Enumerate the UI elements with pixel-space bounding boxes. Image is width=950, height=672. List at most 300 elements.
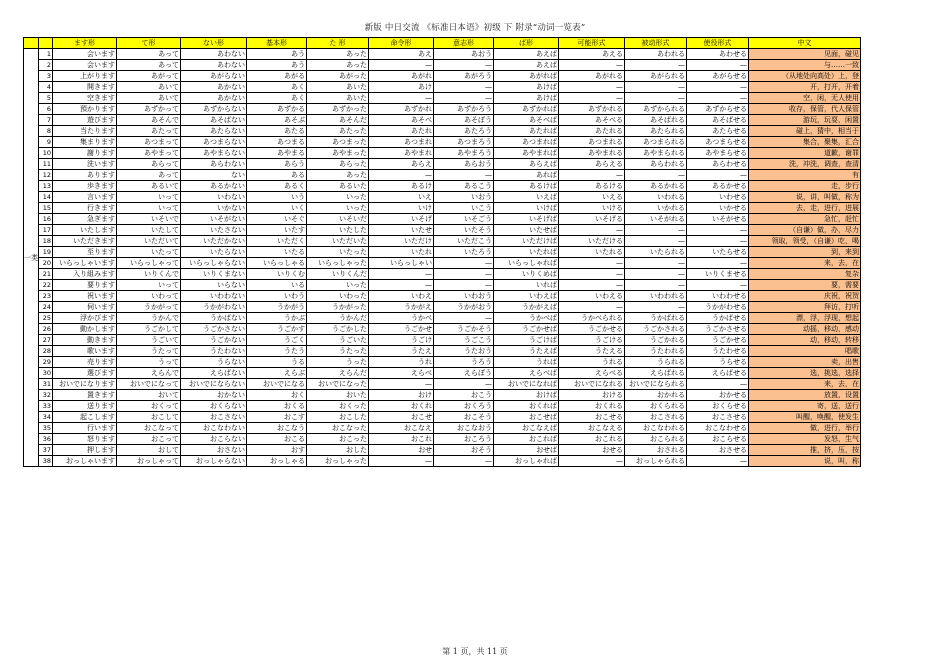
ba-form-cell: いただけば [494, 236, 559, 247]
table-row [24, 346, 861, 357]
te-form-cell: おいて [117, 390, 181, 401]
imperative-form-cell: — [369, 280, 434, 291]
ta-form-cell: おっしゃった [307, 456, 369, 467]
ba-form-cell: あけば [494, 82, 559, 93]
ba-form-cell: おけば [494, 390, 559, 401]
te-form-cell: いたして [117, 225, 181, 236]
causative-form-cell: うごかせる [687, 335, 749, 346]
potential-form-cell: あえる [559, 49, 625, 60]
row-number-cell: 8 [39, 126, 53, 137]
ba-form-cell: うかがえば [494, 302, 559, 313]
volitional-form-cell: いそごう [434, 214, 494, 225]
row-number-cell: 12 [39, 170, 53, 181]
table-row [24, 170, 861, 181]
row-number-cell: 34 [39, 412, 53, 423]
imperative-form-cell: いたせ [369, 225, 434, 236]
causative-form-cell: おこなわせる [687, 423, 749, 434]
table-row [24, 445, 861, 456]
te-form-cell: おこして [117, 412, 181, 423]
causative-form-cell: うごかさせる [687, 324, 749, 335]
volitional-form-cell: うごかそう [434, 324, 494, 335]
table-row [24, 115, 861, 126]
volitional-form-cell: おそう [434, 445, 494, 456]
row-number-cell: 22 [39, 280, 53, 291]
col-header-te: て形 [117, 38, 181, 49]
ta-form-cell: おこった [307, 434, 369, 445]
table-row [24, 104, 861, 115]
nai-form-cell: あやまらない [181, 148, 247, 159]
volitional-form-cell: あるこう [434, 181, 494, 192]
causative-form-cell: あるかせる [687, 181, 749, 192]
ba-form-cell: いけば [494, 203, 559, 214]
row-number-cell: 15 [39, 203, 53, 214]
col-header-ta: た 形 [307, 38, 369, 49]
causative-form-cell: — [687, 379, 749, 390]
causative-form-cell: あやまらせる [687, 148, 749, 159]
masu-form-cell: 怒ります [53, 434, 117, 445]
causative-form-cell: あずからせる [687, 104, 749, 115]
row-number-cell: 10 [39, 148, 53, 159]
ta-form-cell: あそんだ [307, 115, 369, 126]
masu-form-cell: 動きます [53, 335, 117, 346]
nai-form-cell: おこさない [181, 412, 247, 423]
col-header-ba: ば形 [494, 38, 559, 49]
volitional-form-cell: おこなおう [434, 423, 494, 434]
potential-form-cell: — [559, 60, 625, 71]
col-header-potential: 可能形式 [559, 38, 625, 49]
te-form-cell: あいて [117, 93, 181, 104]
passive-form-cell: うかばれる [625, 313, 687, 324]
imperative-form-cell: あそべ [369, 115, 434, 126]
chinese-meaning-cell: 要，需要 [749, 280, 861, 291]
potential-form-cell: いただける [559, 236, 625, 247]
volitional-form-cell: いわおう [434, 291, 494, 302]
ta-form-cell: あたった [307, 126, 369, 137]
ta-form-cell: あつまった [307, 137, 369, 148]
potential-form-cell: おせる [559, 445, 625, 456]
row-number-cell: 24 [39, 302, 53, 313]
ba-form-cell: おくれば [494, 401, 559, 412]
table-row [24, 412, 861, 423]
chinese-meaning-cell: 推，挤，压，按 [749, 445, 861, 456]
nai-form-cell: えらばない [181, 368, 247, 379]
table-row [24, 291, 861, 302]
chinese-meaning-cell: 叫醒，唤醒，使发生 [749, 412, 861, 423]
te-form-cell: おして [117, 445, 181, 456]
potential-form-cell: あたれる [559, 126, 625, 137]
potential-form-cell: あるける [559, 181, 625, 192]
causative-form-cell: — [687, 456, 749, 467]
dictionary-form-cell: あらう [247, 159, 307, 170]
table-row [24, 214, 861, 225]
imperative-form-cell: いけ [369, 203, 434, 214]
masu-form-cell: あります [53, 170, 117, 181]
passive-form-cell: おっしゃられる [625, 456, 687, 467]
imperative-form-cell: あらえ [369, 159, 434, 170]
ta-form-cell: おいでになった [307, 379, 369, 390]
potential-form-cell: — [559, 280, 625, 291]
dictionary-form-cell: うかぶ [247, 313, 307, 324]
masu-form-cell: 至ります [53, 247, 117, 258]
potential-form-cell: うたえる [559, 346, 625, 357]
dictionary-form-cell: いう [247, 192, 307, 203]
dictionary-form-cell: あう [247, 49, 307, 60]
causative-form-cell: おくらせる [687, 401, 749, 412]
chinese-meaning-cell: 放置，设置 [749, 390, 861, 401]
potential-form-cell: あやまれる [559, 148, 625, 159]
potential-form-cell: うごかせる [559, 324, 625, 335]
chinese-meaning-cell: 去，走，进行，进展 [749, 203, 861, 214]
table-row [24, 335, 861, 346]
passive-form-cell: あそばれる [625, 115, 687, 126]
imperative-form-cell: おこなえ [369, 423, 434, 434]
table-row [24, 93, 861, 104]
header-corner-cell [24, 38, 39, 49]
passive-form-cell: — [625, 269, 687, 280]
imperative-form-cell: いらっしゃい [369, 258, 434, 269]
table-row [24, 324, 861, 335]
causative-form-cell: — [687, 225, 749, 236]
row-number-cell: 28 [39, 346, 53, 357]
chinese-meaning-cell: （自谦）做，办，尽力 [749, 225, 861, 236]
ba-form-cell: あれば [494, 170, 559, 181]
ta-form-cell: いそいだ [307, 214, 369, 225]
imperative-form-cell: うかがえ [369, 302, 434, 313]
volitional-form-cell: あやまろう [434, 148, 494, 159]
passive-form-cell: いかれる [625, 203, 687, 214]
te-form-cell: あつまって [117, 137, 181, 148]
nai-form-cell: あがらない [181, 71, 247, 82]
passive-form-cell: うごかされる [625, 324, 687, 335]
te-form-cell: あやまって [117, 148, 181, 159]
ba-form-cell: あるけば [494, 181, 559, 192]
passive-form-cell: うられる [625, 357, 687, 368]
te-form-cell: いって [117, 192, 181, 203]
table-row [24, 225, 861, 236]
row-number-cell: 6 [39, 104, 53, 115]
ta-form-cell: おくった [307, 401, 369, 412]
passive-form-cell: おこられる [625, 434, 687, 445]
dictionary-form-cell: おっしゃる [247, 456, 307, 467]
potential-form-cell: いたれる [559, 247, 625, 258]
dictionary-form-cell: ある [247, 170, 307, 181]
masu-form-cell: 歌います [53, 346, 117, 357]
table-row [24, 456, 861, 467]
imperative-form-cell: おこれ [369, 434, 434, 445]
te-form-cell: いって [117, 280, 181, 291]
ta-form-cell: あやまった [307, 148, 369, 159]
te-form-cell: いわって [117, 291, 181, 302]
ta-form-cell: あがった [307, 71, 369, 82]
table-row [24, 401, 861, 412]
causative-form-cell: いりくませる [687, 269, 749, 280]
table-row [24, 159, 861, 170]
imperative-form-cell: — [369, 60, 434, 71]
volitional-form-cell: おくろう [434, 401, 494, 412]
table-row [24, 423, 861, 434]
te-form-cell: おっしゃって [117, 456, 181, 467]
nai-form-cell: あらわない [181, 159, 247, 170]
row-number-cell: 33 [39, 401, 53, 412]
ta-form-cell: いった [307, 203, 369, 214]
passive-form-cell: あつまられる [625, 137, 687, 148]
dictionary-form-cell: いく [247, 203, 307, 214]
passive-form-cell: あたられる [625, 126, 687, 137]
row-number-cell: 19 [39, 247, 53, 258]
volitional-form-cell: あずかろう [434, 104, 494, 115]
ta-form-cell: うごいた [307, 335, 369, 346]
table-row [24, 379, 861, 390]
passive-form-cell: — [625, 93, 687, 104]
te-form-cell: あるいて [117, 181, 181, 192]
ta-form-cell: うごかした [307, 324, 369, 335]
te-form-cell: あって [117, 49, 181, 60]
potential-form-cell: — [559, 82, 625, 93]
row-number-cell: 7 [39, 115, 53, 126]
ba-form-cell: あがれば [494, 71, 559, 82]
causative-form-cell: あわせる [687, 49, 749, 60]
imperative-form-cell: おくれ [369, 401, 434, 412]
passive-form-cell: あがられる [625, 71, 687, 82]
chinese-meaning-cell: 道歉，谢罪 [749, 148, 861, 159]
dictionary-form-cell: えらぶ [247, 368, 307, 379]
te-form-cell: えらんで [117, 368, 181, 379]
masu-form-cell: 謝ります [53, 148, 117, 159]
ta-form-cell: おこなった [307, 423, 369, 434]
passive-form-cell: おかれる [625, 390, 687, 401]
potential-form-cell: うかべられる [559, 313, 625, 324]
row-number-cell: 1 [39, 49, 53, 60]
col-header-imperative: 命令形 [369, 38, 434, 49]
imperative-form-cell: — [369, 269, 434, 280]
masu-form-cell: 押します [53, 445, 117, 456]
te-form-cell: いただいて [117, 236, 181, 247]
causative-form-cell: いかせる [687, 203, 749, 214]
ba-form-cell: うれば [494, 357, 559, 368]
masu-form-cell: 送ります [53, 401, 117, 412]
table-row [24, 192, 861, 203]
ba-form-cell: うごけば [494, 335, 559, 346]
causative-form-cell: あらわせる [687, 159, 749, 170]
te-form-cell: あたって [117, 126, 181, 137]
causative-form-cell: あつまらせる [687, 137, 749, 148]
ta-form-cell: いわった [307, 291, 369, 302]
row-number-cell: 4 [39, 82, 53, 93]
ta-form-cell: あずかった [307, 104, 369, 115]
imperative-form-cell: あけ [369, 82, 434, 93]
masu-form-cell: 会います [53, 60, 117, 71]
ta-form-cell: あるいた [307, 181, 369, 192]
row-number-cell: 21 [39, 269, 53, 280]
row-number-cell: 30 [39, 368, 53, 379]
masu-form-cell: 会います [53, 49, 117, 60]
volitional-form-cell: いたろう [434, 247, 494, 258]
table-row [24, 82, 861, 93]
potential-form-cell: おこなえる [559, 423, 625, 434]
dictionary-form-cell: いたる [247, 247, 307, 258]
ba-form-cell: いりくめば [494, 269, 559, 280]
volitional-form-cell: — [434, 313, 494, 324]
col-header-passive: 被动形式 [625, 38, 687, 49]
causative-form-cell: おさせる [687, 445, 749, 456]
ba-form-cell: あたれば [494, 126, 559, 137]
row-number-cell: 27 [39, 335, 53, 346]
ta-form-cell: あった [307, 60, 369, 71]
nai-form-cell: いらない [181, 280, 247, 291]
masu-form-cell: 洗います [53, 159, 117, 170]
potential-form-cell: えらべる [559, 368, 625, 379]
nai-form-cell: おこなわない [181, 423, 247, 434]
volitional-form-cell: — [434, 280, 494, 291]
te-form-cell: おこって [117, 434, 181, 445]
volitional-form-cell: いたそう [434, 225, 494, 236]
chinese-meaning-cell: 做，进行，举行 [749, 423, 861, 434]
dictionary-form-cell: うる [247, 357, 307, 368]
dictionary-form-cell: うごかす [247, 324, 307, 335]
imperative-form-cell: あがれ [369, 71, 434, 82]
nai-form-cell: うたわない [181, 346, 247, 357]
te-form-cell: うたって [117, 346, 181, 357]
masu-form-cell: 起こします [53, 412, 117, 423]
header-row [24, 38, 861, 49]
potential-form-cell: — [559, 269, 625, 280]
passive-form-cell: あずかられる [625, 104, 687, 115]
causative-form-cell: — [687, 258, 749, 269]
chinese-meaning-cell: 洗，冲洗，调查，查清 [749, 159, 861, 170]
passive-form-cell: うたわれる [625, 346, 687, 357]
masu-form-cell: いたします [53, 225, 117, 236]
nai-form-cell: いそがない [181, 214, 247, 225]
te-form-cell: いらっしゃって [117, 258, 181, 269]
chinese-meaning-cell: 发怒，生气 [749, 434, 861, 445]
nai-form-cell: うかがわない [181, 302, 247, 313]
passive-form-cell: おされる [625, 445, 687, 456]
masu-form-cell: いただきます [53, 236, 117, 247]
potential-form-cell: いえる [559, 192, 625, 203]
passive-form-cell: — [625, 170, 687, 181]
causative-form-cell: おこらせる [687, 434, 749, 445]
passive-form-cell: おこなわれる [625, 423, 687, 434]
ba-form-cell: あらえば [494, 159, 559, 170]
volitional-form-cell: おこそう [434, 412, 494, 423]
nai-form-cell: いりくまない [181, 269, 247, 280]
nai-form-cell: あそばない [181, 115, 247, 126]
ta-form-cell: あらった [307, 159, 369, 170]
nai-form-cell: うごかない [181, 335, 247, 346]
masu-form-cell: 置きます [53, 390, 117, 401]
passive-form-cell: えらばれる [625, 368, 687, 379]
volitional-form-cell: あそぼう [434, 115, 494, 126]
potential-form-cell: あつまれる [559, 137, 625, 148]
passive-form-cell: — [625, 236, 687, 247]
nai-form-cell: あつまらない [181, 137, 247, 148]
header-index-cell [39, 38, 53, 49]
imperative-form-cell: おけ [369, 390, 434, 401]
masu-form-cell: 急ぎます [53, 214, 117, 225]
potential-form-cell: あがれる [559, 71, 625, 82]
causative-form-cell: うたわせる [687, 346, 749, 357]
imperative-form-cell: あずかれ [369, 104, 434, 115]
chinese-meaning-cell: 选，挑选，选择 [749, 368, 861, 379]
passive-form-cell: おこされる [625, 412, 687, 423]
dictionary-form-cell: うたう [247, 346, 307, 357]
passive-form-cell: あやまられる [625, 148, 687, 159]
table-row [24, 390, 861, 401]
potential-form-cell: — [559, 170, 625, 181]
chinese-meaning-cell: 拜访，打听 [749, 302, 861, 313]
nai-form-cell: いたさない [181, 225, 247, 236]
table-row [24, 236, 861, 247]
row-number-cell: 29 [39, 357, 53, 368]
ba-form-cell: いれば [494, 280, 559, 291]
imperative-form-cell: うごけ [369, 335, 434, 346]
causative-form-cell: — [687, 280, 749, 291]
ta-form-cell: いった [307, 280, 369, 291]
volitional-form-cell: いただこう [434, 236, 494, 247]
dictionary-form-cell: おく [247, 390, 307, 401]
col-header-causative: 使役形式 [687, 38, 749, 49]
dictionary-form-cell: うかがう [247, 302, 307, 313]
row-number-cell: 20 [39, 258, 53, 269]
te-form-cell: あずかって [117, 104, 181, 115]
ba-form-cell: おっしゃれば [494, 456, 559, 467]
ba-form-cell: おいでになれば [494, 379, 559, 390]
chinese-meaning-cell: 收存，保管，代人保管 [749, 104, 861, 115]
causative-form-cell: いたらせる [687, 247, 749, 258]
ba-form-cell: いたせば [494, 225, 559, 236]
masu-form-cell: 要ります [53, 280, 117, 291]
chinese-meaning-cell: 唱歌 [749, 346, 861, 357]
row-number-cell: 16 [39, 214, 53, 225]
volitional-form-cell: あつまろう [434, 137, 494, 148]
te-form-cell: いそいで [117, 214, 181, 225]
potential-form-cell: — [559, 225, 625, 236]
potential-form-cell: — [559, 456, 625, 467]
chinese-meaning-cell: 碰上，猜中，相当于 [749, 126, 861, 137]
passive-form-cell: — [625, 302, 687, 313]
dictionary-form-cell: あやまる [247, 148, 307, 159]
causative-form-cell: うらせる [687, 357, 749, 368]
imperative-form-cell: うたえ [369, 346, 434, 357]
chinese-meaning-cell: 到，来到 [749, 247, 861, 258]
passive-form-cell: いわれる [625, 192, 687, 203]
passive-form-cell: おくられる [625, 401, 687, 412]
causative-form-cell: あがらせる [687, 71, 749, 82]
row-number-cell: 37 [39, 445, 53, 456]
masu-form-cell: 預かります [53, 104, 117, 115]
imperative-form-cell: おせ [369, 445, 434, 456]
nai-form-cell: いただかない [181, 236, 247, 247]
imperative-form-cell: — [369, 93, 434, 104]
ta-form-cell: いたした [307, 225, 369, 236]
row-number-cell: 26 [39, 324, 53, 335]
volitional-form-cell: えらぼう [434, 368, 494, 379]
imperative-form-cell: いえ [369, 192, 434, 203]
row-number-cell: 2 [39, 60, 53, 71]
causative-form-cell: あそばせる [687, 115, 749, 126]
row-number-cell: 5 [39, 93, 53, 104]
causative-form-cell: あたらせる [687, 126, 749, 137]
masu-form-cell: 遊びます [53, 115, 117, 126]
ta-form-cell: うたった [307, 346, 369, 357]
potential-form-cell: — [559, 258, 625, 269]
row-number-cell: 17 [39, 225, 53, 236]
ta-form-cell: うった [307, 357, 369, 368]
volitional-form-cell: おころう [434, 434, 494, 445]
causative-form-cell: — [687, 93, 749, 104]
masu-form-cell: いらっしゃいます [53, 258, 117, 269]
ba-form-cell: えらべば [494, 368, 559, 379]
